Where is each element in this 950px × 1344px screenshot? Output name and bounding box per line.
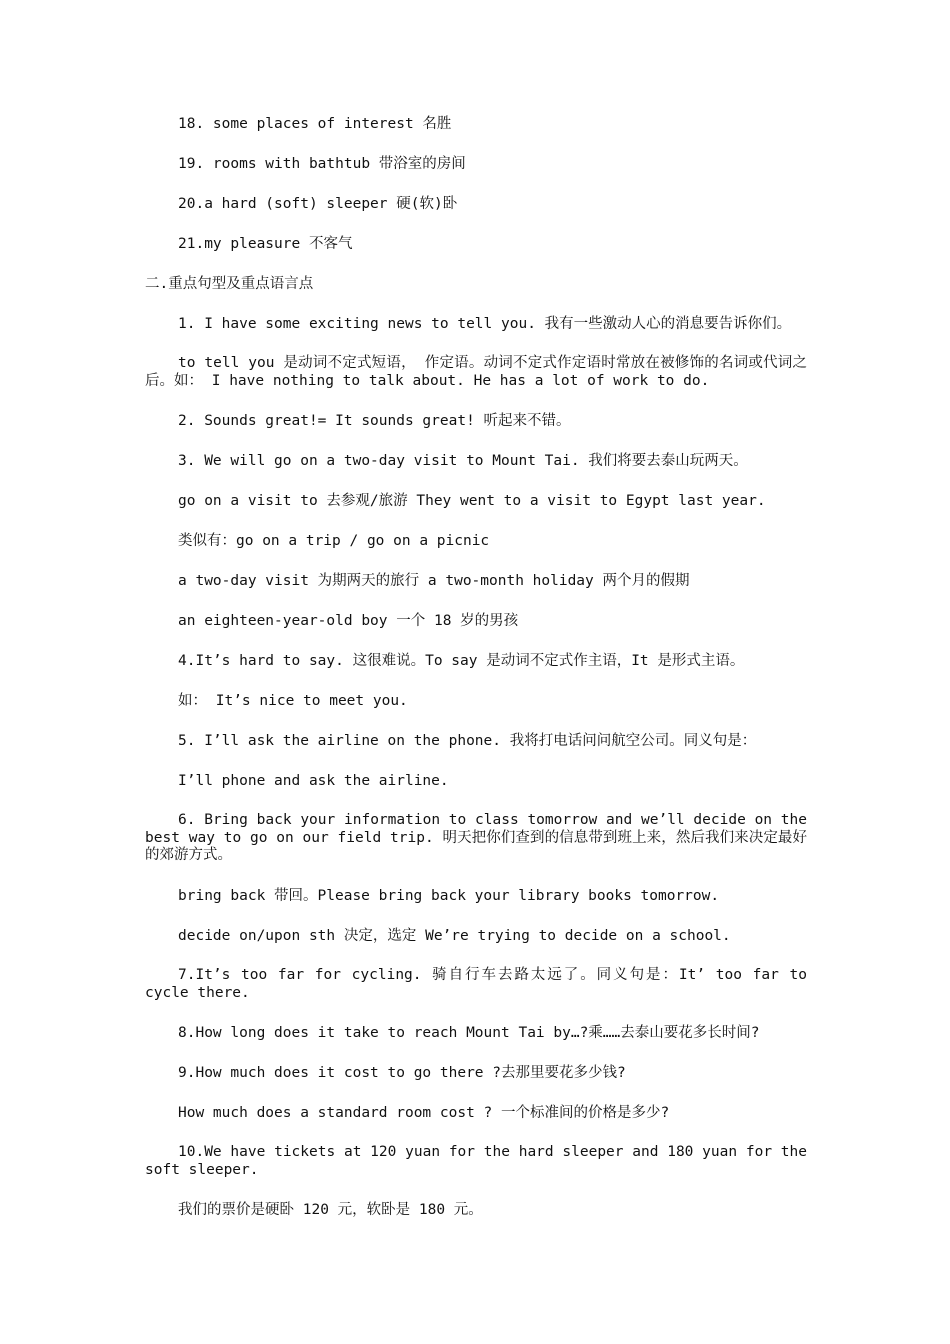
- synonym-5: I’ll phone and ask the airline.: [178, 773, 449, 789]
- sentence-3: 3. We will go on a two-day visit to Mount Tai. 我们将要去泰山玩两天。: [178, 453, 748, 469]
- note-go-on-visit: go on a visit to 去参观/旅游 They went to a visit to Egypt last year.: [178, 493, 766, 509]
- sentence-4: 4.It’s hard to say. 这很难说。To say 是动词不定式作主语，It 是形式主语。: [178, 653, 745, 669]
- sentence-8: 8.How long does it take to reach Mount Tai by…?乘……去泰山要花多长时间?: [178, 1025, 760, 1041]
- sentence-1: 1. I have some exciting news to tell you. 我有一些激动人心的消息要告诉你们。: [178, 316, 792, 332]
- vocab-item-19: 19. rooms with bathtub 带浴室的房间: [178, 156, 466, 172]
- sentence-9: 9.How much does it cost to go there ?去那里要花多少钱?: [178, 1065, 626, 1081]
- note-paragraph-1: to tell you 是动词不定式短语， 作定语。动词不定式作定语时常放在被修饰的名词或代词之后。如： I have nothing to talk about. He has a lot of work to do.: [145, 355, 807, 389]
- sentence-6: 6. Bring back your information to class tomorrow and we’ll decide on the best way to go on our field trip. 明天把你们查到的信息带到班上来，然后我们来决定最好的郊游方式。: [145, 812, 807, 863]
- note-similar: 类似有：go on a trip / go on a picnic: [178, 533, 490, 549]
- example-9: How much does a standard room cost ? 一个标准间的价格是多少?: [178, 1105, 670, 1121]
- example-4: 如： It’s nice to meet you.: [178, 693, 408, 709]
- vocab-item-18: 18. some places of interest 名胜: [178, 116, 452, 132]
- section-heading: 二.重点句型及重点语言点: [145, 276, 314, 292]
- note-decide-on: decide on/upon sth 决定，选定 We’re trying to decide on a school.: [178, 928, 731, 944]
- translation-10: 我们的票价是硬卧 120 元，软卧是 180 元。: [178, 1202, 483, 1218]
- sentence-2: 2. Sounds great!= It sounds great! 听起来不错。: [178, 413, 571, 429]
- vocab-item-21: 21.my pleasure 不客气: [178, 236, 353, 252]
- note-two-day-visit: a two-day visit 为期两天的旅行 a two-month holiday 两个月的假期: [178, 573, 690, 589]
- vocab-item-20: 20.a hard (soft) sleeper 硬(软)卧: [178, 196, 458, 212]
- note-bring-back: bring back 带回。Please bring back your library books tomorrow.: [178, 888, 720, 904]
- sentence-7: 7.It’s too far for cycling. 骑自行车去路太远了。同义句是：It’ too far to cycle there.: [145, 967, 807, 1001]
- sentence-10: 10.We have tickets at 120 yuan for the hard sleeper and 180 yuan for the soft sleeper.: [145, 1144, 807, 1178]
- note-eighteen-year-old: an eighteen-year-old boy 一个 18 岁的男孩: [178, 613, 519, 629]
- sentence-5: 5. I’ll ask the airline on the phone. 我将打电话问问航空公司。同义句是：: [178, 733, 757, 749]
